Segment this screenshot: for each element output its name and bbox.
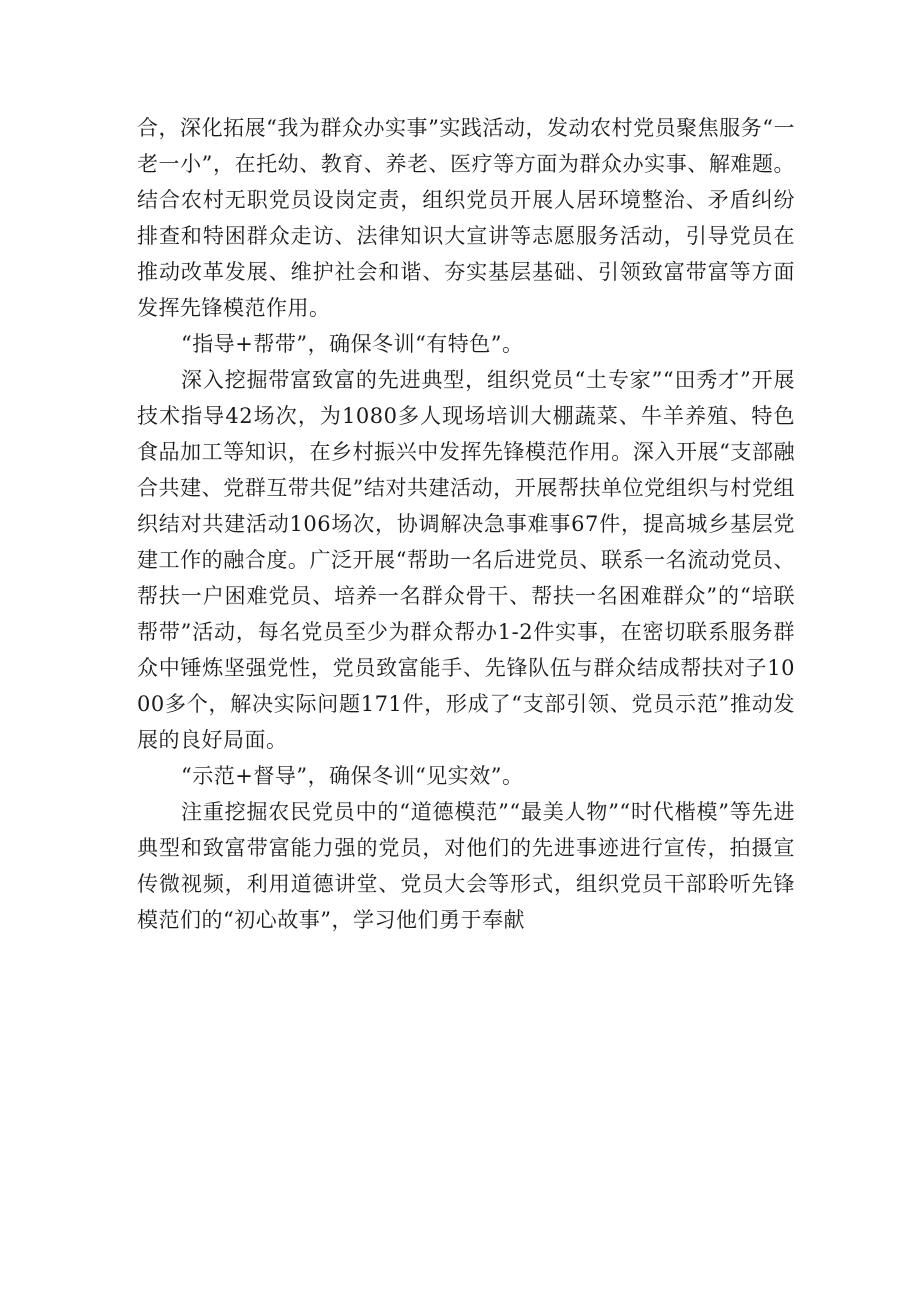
- section-heading-demonstration: “示范+督导”，确保冬训“见实效”。: [181, 764, 524, 788]
- paragraph-demonstration: 注重挖掘农民党员中的“道德模范”“最美人物”“时代楷模”等先进典型和致富带富能力强的党员，对他们的先进事迹进行宣传，拍摄宣传微视频，利用道德讲堂、党员大会等形式，组织党员干部聆听先锋模范们的“初心故事”，学习他们勇于奉献: [137, 800, 795, 932]
- document-body: [137, 110, 795, 938]
- paragraph-guidance: 深入挖掘带富致富的先进典型，组织党员“土专家”“田秀才”开展技术指导42场次，为1080多人现场培训大棚蔬菜、牛羊养殖、特色食品加工等知识，在乡村振兴中发挥先锋模范作用。深入开展“支部融合共建、党群互带共促”结对共建活动，开展帮扶单位党组织与村党组织结对共建活动106场次，协调解决急事难事67件，提高城乡基层党建工作的融合度。广泛开展“帮助一名后进党员、联系一名流动党员、帮扶一户困难党员、培养一名群众骨干、帮扶一名困难群众”的“培联帮带”活动，每名党员至少为群众帮办1-2件实事，在密切联系服务群众中锤炼坚强党性，党员致富能手、先锋队伍与群众结成帮扶对子1000多个，解决实际问题171件，形成了“支部引领、党员示范”推动发展的良好局面。: [137, 368, 795, 752]
- section-heading-guidance: “指导+帮带”，确保冬训“有特色”。: [181, 332, 524, 356]
- paragraph-continued: 合，深化拓展“我为群众办实事”实践活动，发动农村党员聚焦服务“一老一小”，在托幼、教育、养老、医疗等方面为群众办实事、解难题。结合农村无职党员设岗定责，组织党员开展人居环境整治、矛盾纠纷排查和特困群众走访、法律知识大宣讲等志愿服务活动，引导党员在推动改革发展、维护社会和谐、夯实基层基础、引领致富带富等方面发挥先锋模范作用。: [137, 116, 795, 320]
